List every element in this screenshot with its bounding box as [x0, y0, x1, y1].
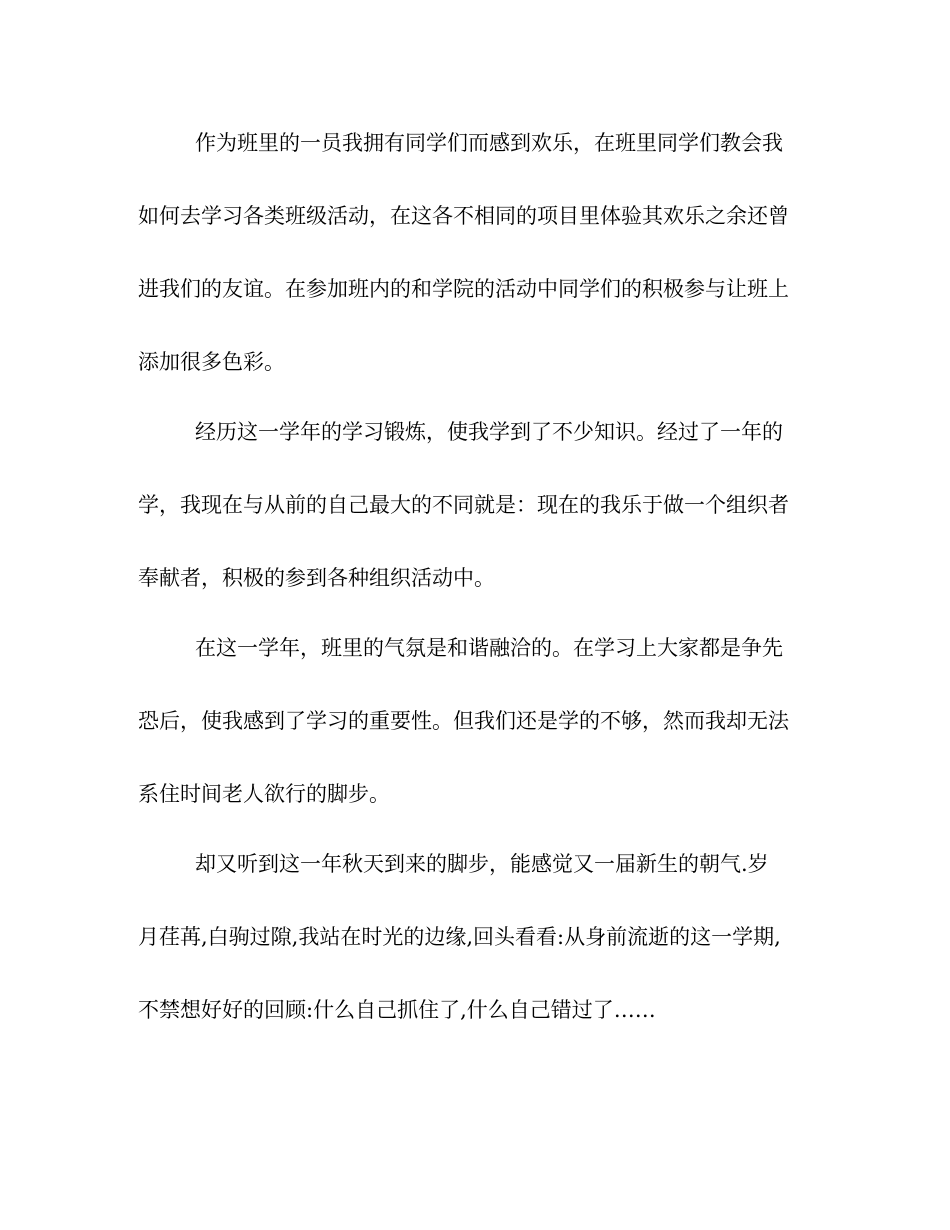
paragraph-1 [138, 124, 812, 382]
paragraph-line: 如何去学习各类班级活动，在这各不相同的项目里体验其欢乐之余还曾 [138, 204, 789, 228]
paragraph-line: 却又听到这一年秋天到来的脚步，能感觉又一届新生的朝气.岁 [195, 852, 769, 876]
paragraph-line: 月荏苒,白驹过隙,我站在时光的边缘,回头看看:从身前流逝的这一学期, [138, 925, 781, 949]
paragraph-line: 添加很多色彩。 [138, 350, 285, 374]
paragraph-line: 进我们的友谊。在参加班内的和学院的活动中同学们的积极参与让班上 [138, 277, 789, 301]
paragraph-line: 经历这一学年的学习锻炼，使我学到了不少知识。经过了一年的 [195, 420, 783, 444]
paragraph-line: 恐后，使我感到了学习的重要性。但我们还是学的不够，然而我却无法 [138, 709, 789, 733]
paragraph-line: 在这一学年，班里的气氛是和谐融洽的。在学习上大家都是争先 [195, 636, 783, 660]
paragraph-line: 不禁想好好的回顾:什么自己抓住了,什么自己错过了…… [138, 998, 656, 1022]
paragraph-3 [138, 629, 812, 814]
paragraph-line: 学，我现在与从前的自己最大的不同就是：现在的我乐于做一个组织者 [138, 493, 789, 517]
paragraph-line: 奉献者，积极的参到各种组织活动中。 [138, 566, 495, 590]
document-body [138, 124, 812, 1030]
paragraph-line: 作为班里的一员我拥有同学们而感到欢乐，在班里同学们教会我 [195, 131, 783, 155]
paragraph-4 [138, 845, 812, 1030]
paragraph-2 [138, 413, 812, 598]
paragraph-line: 系住时间老人欲行的脚步。 [138, 782, 390, 806]
